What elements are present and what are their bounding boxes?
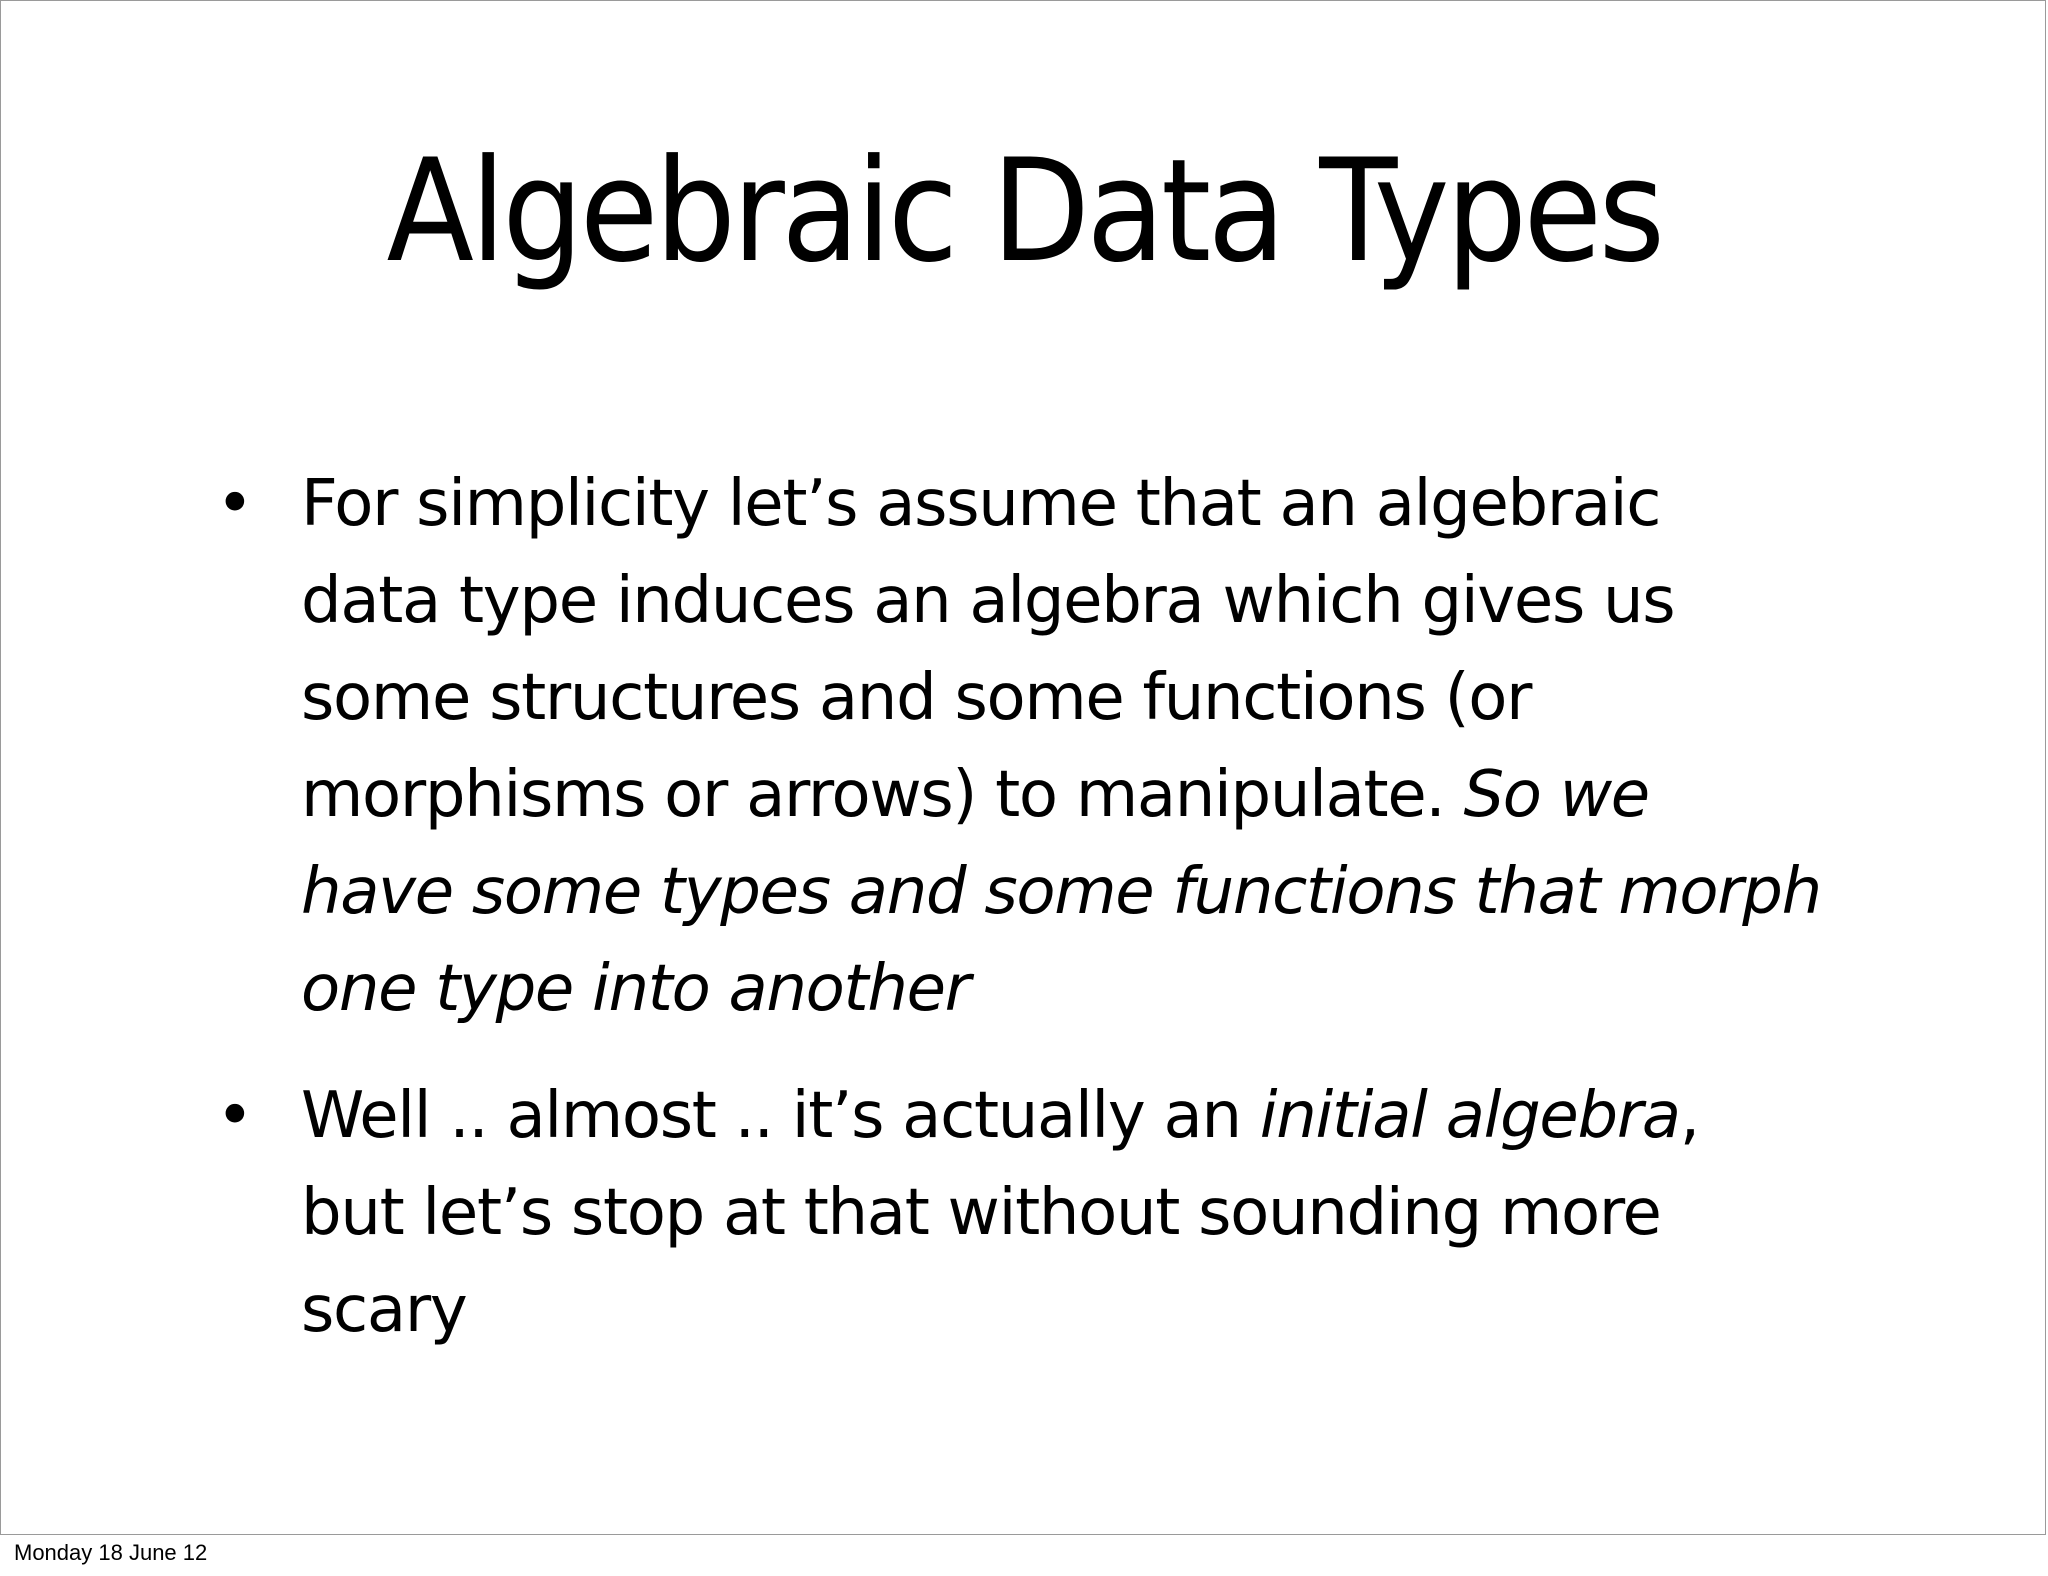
bullet-text-italic: So we <box>1463 758 1649 832</box>
bullet-line <box>301 650 1856 747</box>
bullet-text: , <box>1679 1079 1699 1153</box>
bullet-line <box>301 1165 1856 1262</box>
bullet-line <box>301 1068 1856 1165</box>
bullet-line <box>301 941 1856 1038</box>
bullet-list <box>196 456 1856 1389</box>
bullet-text-italic: have some types and some functions that morph <box>301 855 1821 929</box>
bullet-marker: • <box>216 1079 253 1153</box>
bullet-text-italic: initial algebra <box>1259 1079 1680 1153</box>
bullet-text: but let’s stop at that without sounding more <box>301 1176 1661 1250</box>
bullet-line <box>301 747 1856 844</box>
bullet-text: Well .. almost .. it’s actually an <box>301 1079 1260 1153</box>
footer-date: Monday 18 June 12 <box>14 1540 208 1565</box>
bullet-item <box>196 456 1856 1038</box>
bullet-text-italic: one type into another <box>301 952 970 1026</box>
bullet-item <box>196 1068 1856 1359</box>
bullet-line <box>301 553 1856 650</box>
bullet-text: data type induces an algebra which gives us <box>301 564 1675 638</box>
bullet-text: For simplicity let’s assume that an algebraic <box>301 467 1661 541</box>
slide-title: Algebraic Data Types <box>386 129 1662 294</box>
bullet-text: some structures and some functions (or <box>301 661 1532 735</box>
bullet-text: scary <box>301 1273 467 1347</box>
bullet-text: morphisms or arrows) to manipulate. <box>301 758 1464 832</box>
bullet-line <box>301 1262 1856 1359</box>
bullet-line <box>301 844 1856 941</box>
bullet-marker: • <box>216 467 253 541</box>
bullet-line <box>301 456 1856 553</box>
